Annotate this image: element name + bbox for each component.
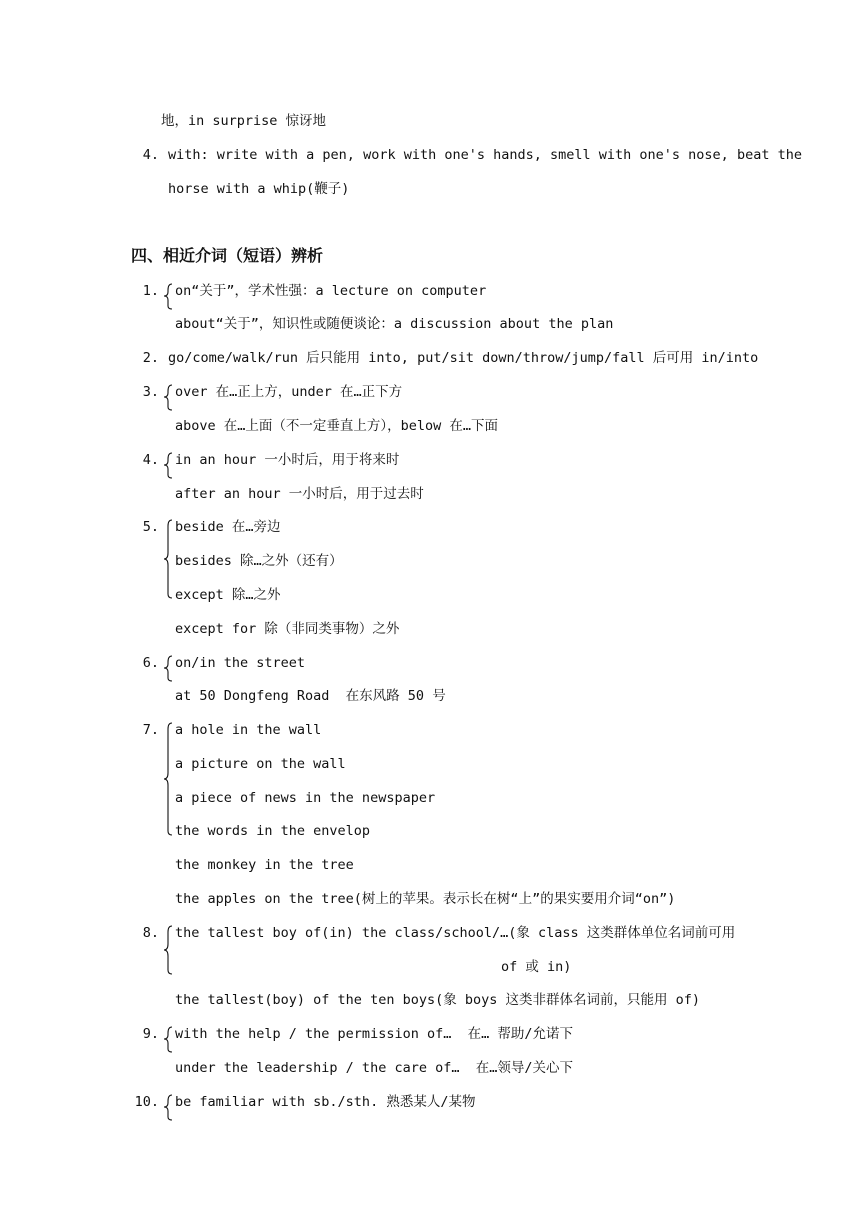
item-text: except for 除（非同类事物）之外 <box>175 621 400 637</box>
item-text: a picture on the wall <box>175 756 346 772</box>
item-number: 3. <box>142 384 159 400</box>
brace-icon <box>160 924 174 976</box>
item-text: the tallest(boy) of the ten boys(象 boys 这类非群体名词前，只能用 of) <box>175 992 700 1008</box>
brace-icon <box>160 383 174 411</box>
item-number: 4. <box>142 452 159 468</box>
brace-icon <box>160 282 174 310</box>
brace-icon <box>160 1093 174 1121</box>
item-text: with: write with a pen, work with one's hands, smell with one's nose, beat the <box>168 147 802 163</box>
item-number: 8. <box>142 925 159 941</box>
item-text: in an hour 一小时后，用于将来时 <box>175 452 400 468</box>
item-text: besides 除…之外（还有） <box>175 553 343 569</box>
item-text: the monkey in the tree <box>175 857 354 873</box>
item-text: at 50 Dongfeng Road 在东风路 50 号 <box>175 688 446 704</box>
brace-icon <box>160 451 174 479</box>
item-text: above 在…上面（不一定垂直上方），below 在…下面 <box>175 418 499 434</box>
item-text: about“关于”，知识性或随便谈论：a discussion about the plan <box>175 316 614 332</box>
item-number: 9. <box>142 1026 159 1042</box>
item-text: on“关于”，学术性强：a lecture on computer <box>175 283 487 299</box>
item-text: the tallest boy of(in) the class/school/…(象 class 这类群体单位名词前可用 <box>175 925 736 941</box>
item-number: 1. <box>142 283 159 299</box>
item-text: the apples on the tree(树上的苹果。表示长在树“上”的果实要用介词“on”) <box>175 891 676 907</box>
item-text: a hole in the wall <box>175 722 322 738</box>
item-number: 5. <box>142 519 159 535</box>
brace-icon <box>160 1025 174 1053</box>
section-title: 四、相近介词（短语）辨析 <box>131 246 324 265</box>
item-text: under the leadership / the care of… 在…领导/关心下 <box>175 1060 573 1076</box>
item-text: beside 在…旁边 <box>175 519 281 535</box>
item-text: be familiar with sb./sth. 熟悉某人/某物 <box>175 1094 476 1110</box>
item-number: 7. <box>142 722 159 738</box>
item-text: over 在…正上方，under 在…正下方 <box>175 384 403 400</box>
item-text: of 或 in) <box>501 959 572 975</box>
item-text: with the help / the permission of… 在… 帮助/允诺下 <box>175 1026 573 1042</box>
item-text: on/in the street <box>175 655 306 671</box>
item-text: horse with a whip(鞭子) <box>168 181 350 197</box>
item-text: a piece of news in the newspaper <box>175 790 436 806</box>
brace-icon <box>160 654 174 682</box>
item-number: 2. <box>142 350 159 366</box>
item-number: 10. <box>134 1094 159 1110</box>
item-text: after an hour 一小时后，用于过去时 <box>175 486 424 502</box>
item-number: 4. <box>142 147 159 163</box>
item-number: 6. <box>142 655 159 671</box>
brace-icon <box>160 721 174 837</box>
item-text: except 除…之外 <box>175 587 281 603</box>
brace-icon <box>160 518 174 600</box>
item-text: the words in the envelop <box>175 823 371 839</box>
continued-line: 地，in surprise 惊讶地 <box>161 113 327 129</box>
item-text: go/come/walk/run 后只能用 into, put/sit down/throw/jump/fall 后可用 in/into <box>168 350 759 366</box>
